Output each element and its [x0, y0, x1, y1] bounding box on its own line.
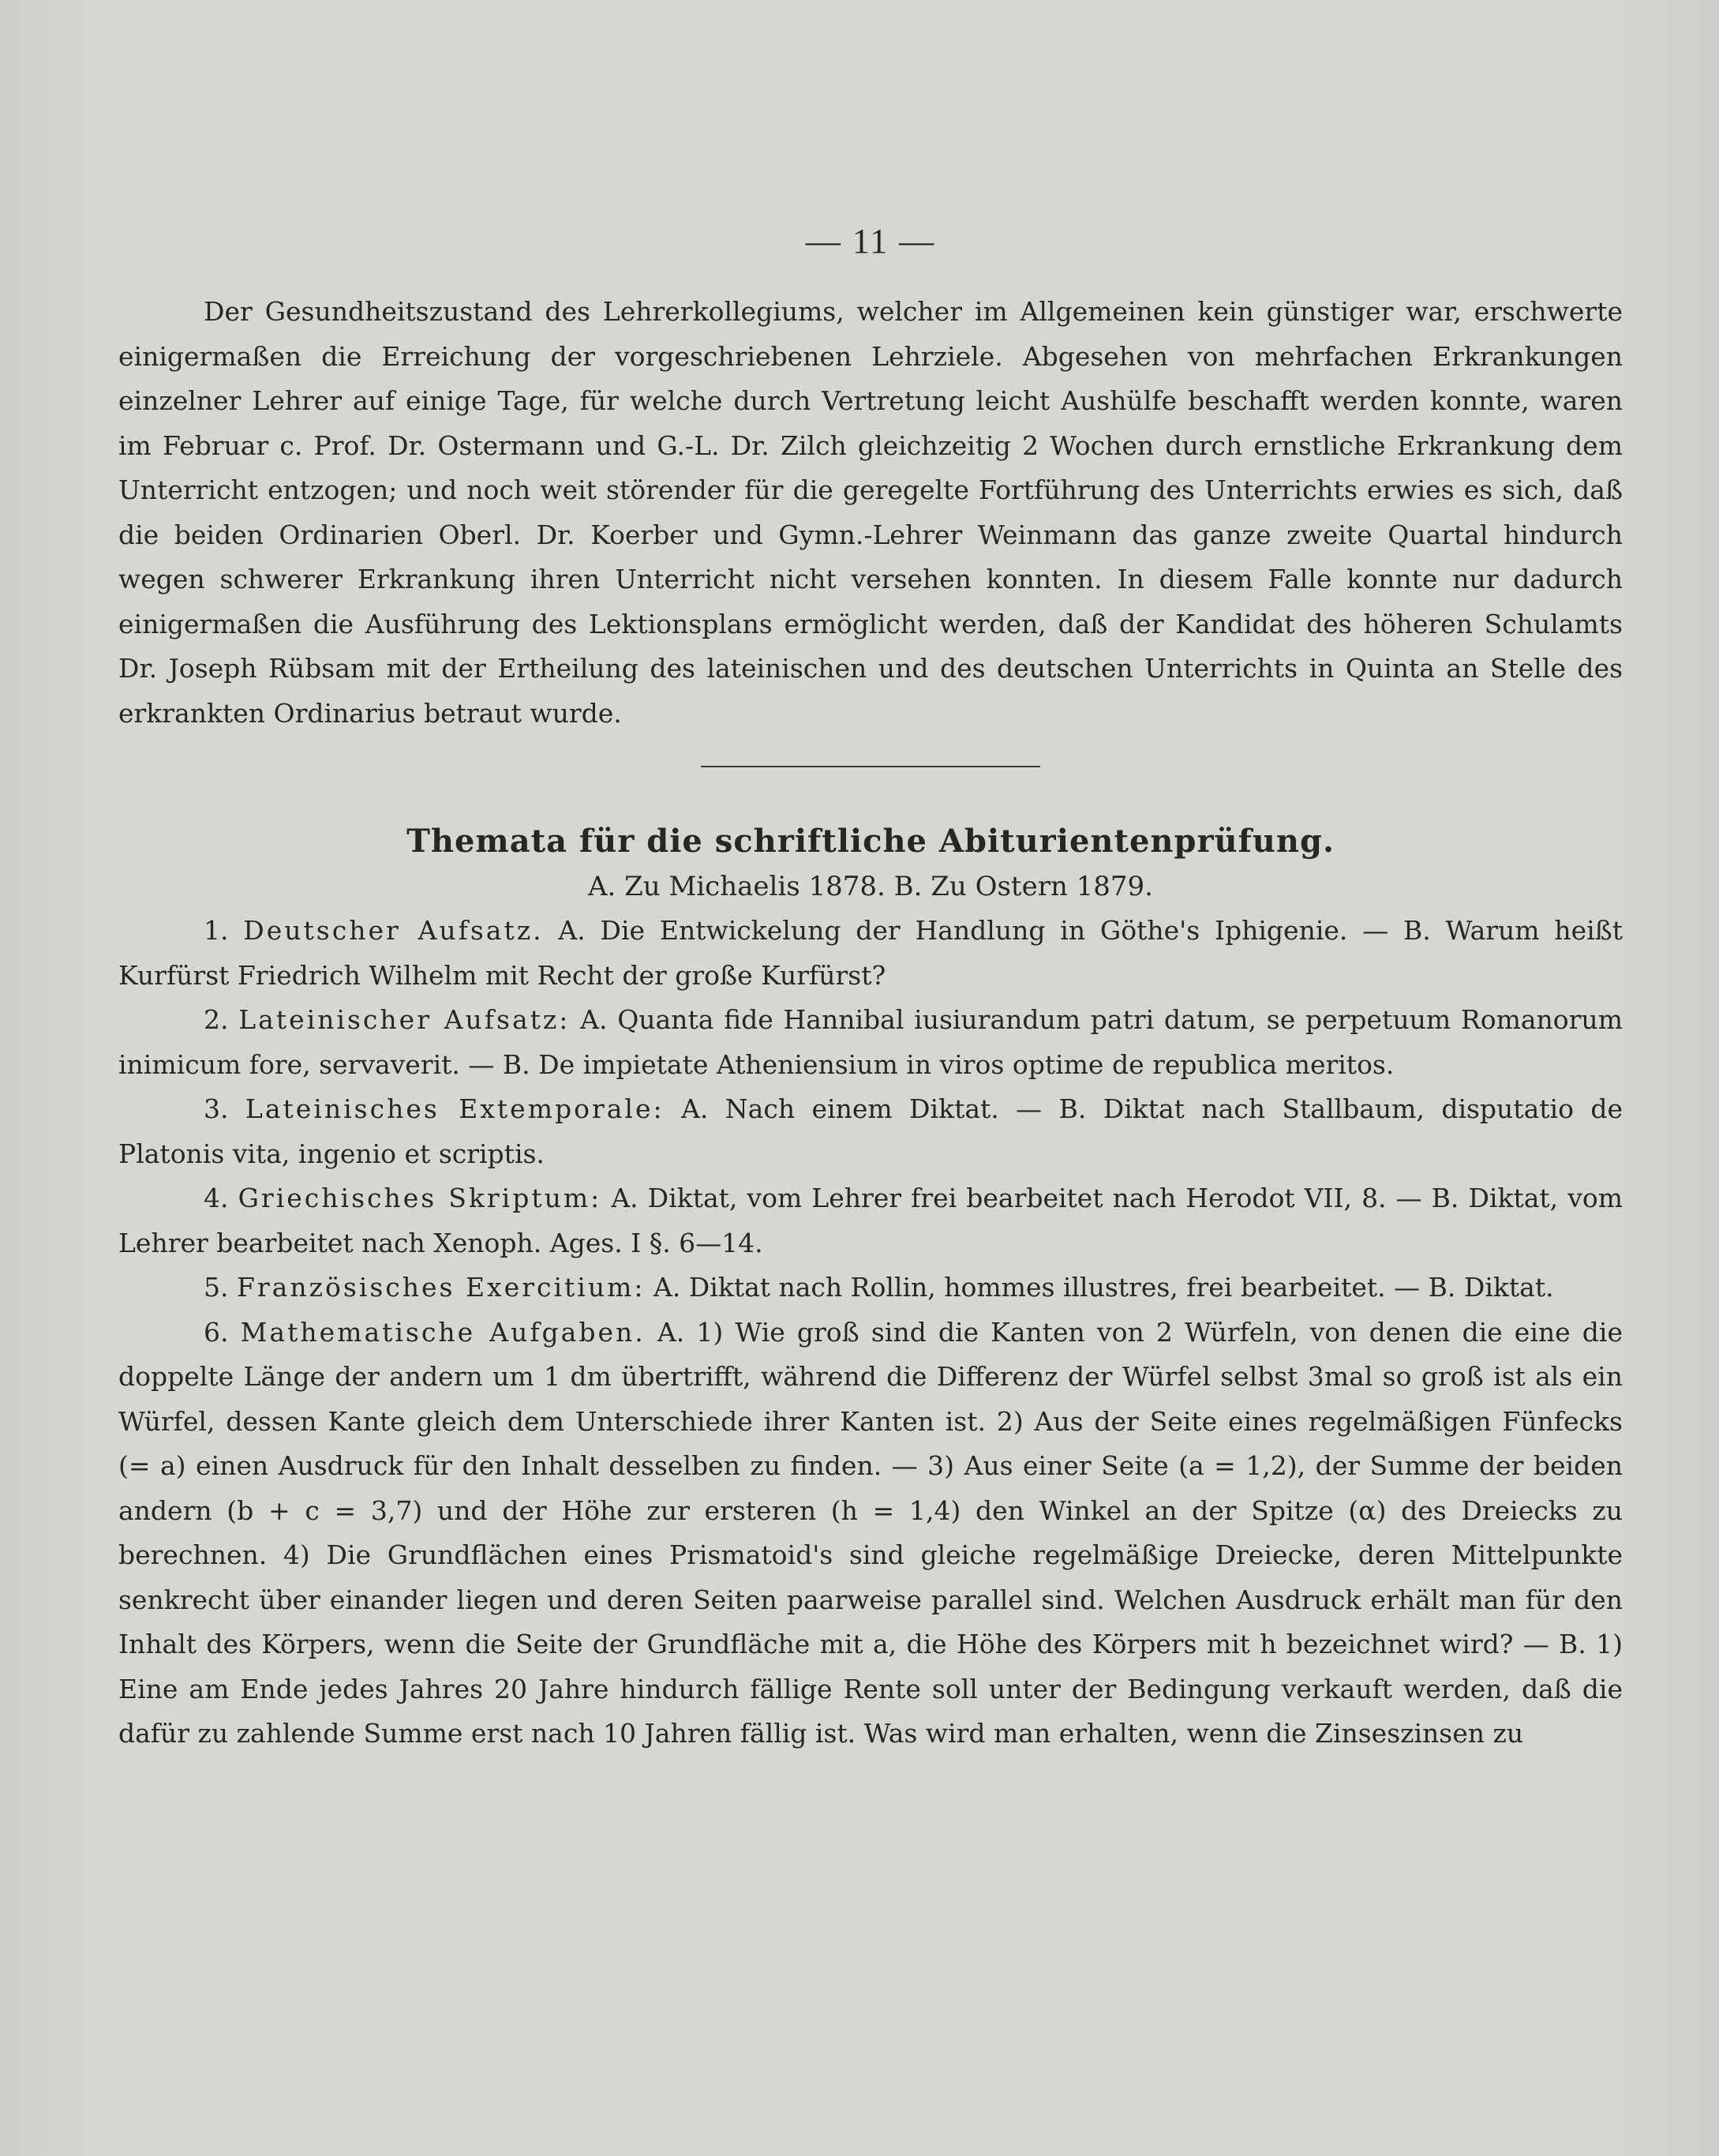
topic-text: A. 1) Wie groß sind die Kanten von 2 Würfeln, von denen die eine die doppelte Länge der andern um 1 dm übertrifft, während die Differenz der Würfel selbst 3mal so groß ist als ein Würfel, dessen Kante gleich dem Unterschiede ihrer Kanten ist. 2) Aus der Seite eines regelmäßigen Fünfecks (= a) einen Ausdruck für den Inhalt desselben zu finden. — 3) Aus einer Seite (a = 1,2), der Summe der beiden andern (b + c = 3,7) und der Höhe zur ersteren (h = 1,4) den Winkel an der Spitze (α) des Dreiecks zu berechnen. 4) Die Grundflächen eines Prismatoid's sind gleiche regelmäßige Dreiecke, deren Mittelpunkte senkrecht über einander liegen und deren Seiten paarweise parallel sind. Welchen Ausdruck erhält man für den Inhalt des Körpers, wenn die Seite der Grundfläche mit a, die Höhe des Körpers mit h bezeichnet wird? — B. 1) Eine am Ende jedes Jahres 20 Jahre hindurch fällige Rente soll unter der Bedingung verkauft werden, daß die dafür zu zahlende Summe erst nach 10 Jahren fällig ist. Was wird man erhalten, wenn die Zinseszinsen zu	[118, 1316, 1623, 1749]
section-dates: A. Zu Michaelis 1878. B. Zu Ostern 1879.	[588, 871, 1153, 902]
topic-number: 2.	[204, 1004, 229, 1035]
topic-label: Französisches Exercitium:	[237, 1272, 646, 1303]
page-content	[118, 221, 1623, 1757]
topic-number: 4.	[204, 1183, 229, 1213]
topic-label: Griechisches Skriptum:	[238, 1183, 602, 1213]
topic-item-5	[118, 1265, 1623, 1310]
topic-text: A. Nach einem Diktat. — B. Diktat nach Stallbaum, disputatio de Platonis vita, ingenio et scriptis.	[118, 1093, 1623, 1169]
topic-label: Mathematische Aufgaben.	[240, 1316, 646, 1348]
topic-number: 3.	[204, 1093, 229, 1124]
section-heading: Themata für die schriftliche Abiturientenprüfung.	[406, 823, 1335, 860]
topic-item-2	[118, 998, 1623, 1087]
intro-paragraph: Der Gesundheitszustand des Lehrerkollegiums, welcher im Allgemeinen kein günstiger war, erschwerte einigermaßen die Erreichung der vorgeschriebenen Lehrziele. Abgesehen von mehrfachen Erkrankungen einzelner Lehrer auf einige Tage, für welche durch Vertretung leicht Aushülfe beschafft werden konnte, waren im Februar c. Prof. Dr. Ostermann und G.-L. Dr. Zilch gleichzeitig 2 Wochen durch ernstliche Erkrankung dem Unterricht entzogen; und noch weit störender für die geregelte Fortführung des Unterrichts erwies es sich, daß die beiden Ordinarien Oberl. Dr. Koerber und Gymn.-Lehrer Weinmann das ganze zweite Quartal hindurch wegen schwerer Erkrankung ihren Unterricht nicht versehen konnten. In diesem Falle konnte nur dadurch einigermaßen die Ausführung des Lektionsplans ermöglicht werden, daß der Kandidat des höheren Schulamts Dr. Joseph Rübsam mit der Ertheilung des lateinischen und des deutschen Unterrichts in Quinta an Stelle des erkrankten Ordinarius betraut wurde.	[118, 296, 1623, 729]
topic-text: A. Die Entwickelung der Handlung in Göthe's Iphigenie. — B. Warum heißt Kurfürst Friedrich Wilhelm mit Recht der große Kurfürst?	[118, 915, 1623, 991]
section-divider	[701, 766, 1040, 767]
topic-text: A. Quanta fide Hannibal iusiurandum patri datum, se perpetuum Romanorum inimicum fore, servaverit. — B. De impietate Atheniensium in viros optime de republica meritos.	[118, 1004, 1623, 1080]
topic-label: Lateinischer Aufsatz:	[238, 1004, 571, 1035]
topic-text: A. Diktat nach Rollin, hommes illustres, frei bearbeitet. — B. Diktat.	[654, 1272, 1554, 1303]
topic-label: Lateinisches Extemporale:	[245, 1093, 665, 1124]
topic-label: Deutscher Aufsatz.	[243, 915, 544, 946]
page-number: — 11 —	[805, 222, 936, 261]
topic-text: A. Diktat, vom Lehrer frei bearbeitet nach Herodot VII, 8. — B. Diktat, vom Lehrer bearbeitet nach Xenoph. Ages. I §. 6—14.	[118, 1183, 1623, 1258]
topic-number: 6.	[204, 1316, 229, 1348]
topic-number: 1.	[204, 915, 229, 946]
topic-number: 5.	[204, 1272, 229, 1303]
topic-item-3	[118, 1087, 1623, 1176]
topic-item-1	[118, 909, 1623, 998]
topic-item-4	[118, 1176, 1623, 1265]
topic-item-6	[118, 1310, 1623, 1757]
